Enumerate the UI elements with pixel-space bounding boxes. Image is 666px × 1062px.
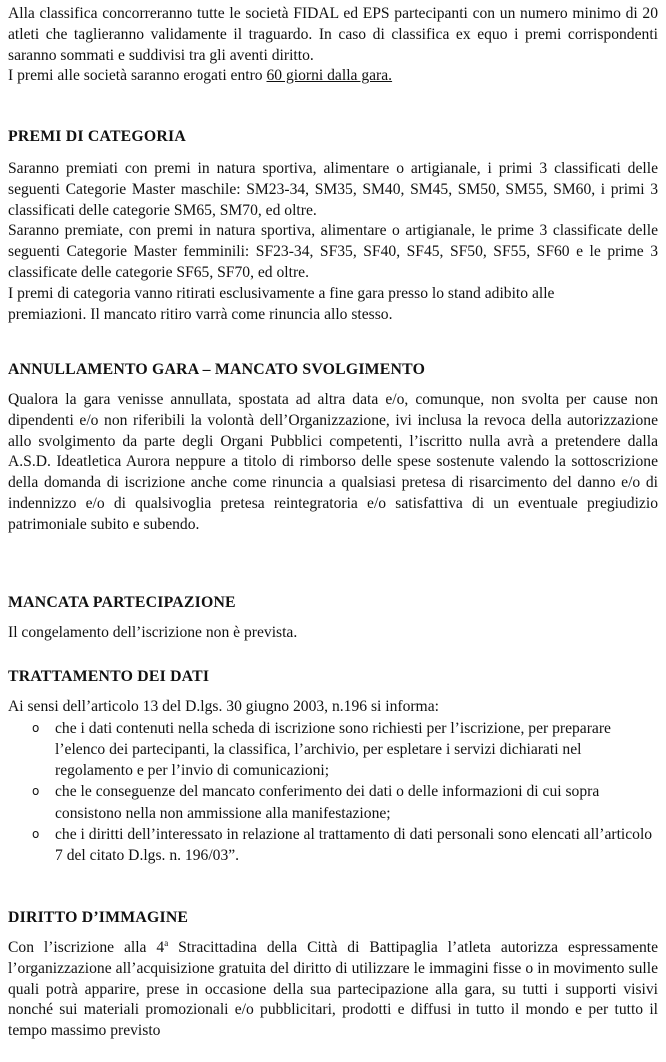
list-item-text: che i diritti dell’interessato in relazione al trattamento di dati personali sono elencati all’articolo 7 del citato D.lgs. n. 196/03”.: [55, 825, 653, 865]
immagine-section: [8, 908, 658, 1042]
premi-categoria-section: [8, 127, 658, 325]
trattamento-intro: Ai sensi dell’articolo 13 del D.lgs. 30 giugno 2003, n.196 si informa:: [8, 698, 439, 715]
trattamento-section: [8, 667, 658, 866]
immagine-paragraph: [8, 938, 658, 1042]
intro-payment-text: I premi alle società saranno erogati entro: [8, 67, 267, 85]
premi-maschile-paragraph: Saranno premiati con premi in natura sportiva, alimentare o artigianale, i primi 3 classificati delle seguenti Categorie Master maschile: SM23-34, SM35, SM40, SM45, SM50, SM55, SM60, i primi 3 classificati delle categorie SM65, SM70, ed oltre.: [8, 160, 658, 219]
list-item-text: che i dati contenuti nella scheda di iscrizione sono richiesti per l’iscrizione, per preparare l’elenco dei partecipanti, la classifica, l’archivio, per espletare i servizi dichiarati nel regolamento e per l’invio di comunicazioni;: [55, 719, 611, 780]
trattamento-heading: TRATTAMENTO DEI DATI: [8, 668, 210, 685]
list-item-text: che le conseguenze del mancato conferimento dei dati o delle informazioni di cui sopra consistono nella non ammissione alla manifestazione;: [55, 783, 600, 822]
payment-deadline: 60 giorni dalla gara.: [266, 67, 393, 85]
immagine-text-start: Con l’iscrizione alla 4: [8, 939, 165, 956]
intro-payment-paragraph: [8, 66, 658, 87]
list-bullet: o: [32, 720, 40, 735]
premi-ritiro-paragraph: I premi di categoria vanno ritirati esclusivamente a fine gara presso lo stand adibito alle premiazioni. Il mancato ritiro varrà come rinuncia allo stesso.: [8, 284, 555, 323]
list-item: [8, 824, 658, 866]
immagine-heading: DIRITTO D’IMMAGINE: [8, 909, 189, 926]
premi-categoria-heading: PREMI DI CATEGORIA: [8, 128, 186, 145]
list-item: [8, 718, 658, 782]
list-bullet: o: [32, 826, 40, 841]
list-bullet: o: [32, 784, 40, 799]
immagine-text-rest: Stracittadina della Città di Battipaglia l’atleta autorizza espressamente l’organizzazione all’acquisizione gratuita del diritto di utilizzare le immagini fisse o in movimento sulle quali potrà apparire, prese in occasione della sua partecipazione alla gara, su tutti i supporti visivi nonché sui materiali promozionali e/o pubblicitari, prodotti e diffusi in tutto il mondo e per tutto il tempo massimo previsto: [8, 939, 659, 1040]
list-item: [8, 781, 658, 823]
intro-section: [8, 4, 658, 87]
ordinal-superscript: a: [164, 937, 169, 948]
intro-paragraph: Alla classifica concorreranno tutte le società FIDAL ed EPS partecipanti con un numero minimo di 20 atleti che taglieranno validamente il traguardo. In caso di classifica ex equo i premi corrispondenti saranno sommati e suddivisi tra gli aventi diritto.: [8, 5, 658, 64]
mancata-paragraph: Il congelamento dell’iscrizione non è prevista.: [8, 624, 298, 641]
annullamento-section: [8, 360, 658, 536]
mancata-heading: MANCATA PARTECIPAZIONE: [8, 594, 236, 611]
mancata-section: [8, 593, 658, 644]
trattamento-list: [8, 718, 658, 866]
annullamento-heading: ANNULLAMENTO GARA – MANCATO SVOLGIMENTO: [8, 361, 426, 378]
annullamento-paragraph: Qualora la gara venisse annullata, spostata ad altra data e/o, comunque, non svolta per cause non dipendenti e/o non riferibili la volontà dell’Organizzazione, ivi inclusa la revoca della autorizzazione allo svolgimento da parte degli Organi Pubblici competenti, l’iscritto nulla avrà a pretendere dalla A.S.D. Ideatletica Aurora neppure a titolo di rimborso delle spese sostenute valendo la sottoscrizione della domanda di iscrizione anche come rinuncia a qualsiasi pretesa di risarcimento del danno e/o di indennizzo e/o di qualsivoglia pretesa reintegratoria e/o satisfattiva di un eventuale pregiudizio patrimoniale subito e subendo.: [8, 391, 658, 533]
premi-femminile-paragraph: Saranno premiate, con premi in natura sportiva, alimentare o artigianale, le prime 3 classificate delle seguenti Categorie Master femminili: SF23-34, SF35, SF40, SF45, SF50, SF55, SF60 e le prime 3 classificate delle categorie SF65, SF70, ed oltre.: [8, 222, 658, 281]
